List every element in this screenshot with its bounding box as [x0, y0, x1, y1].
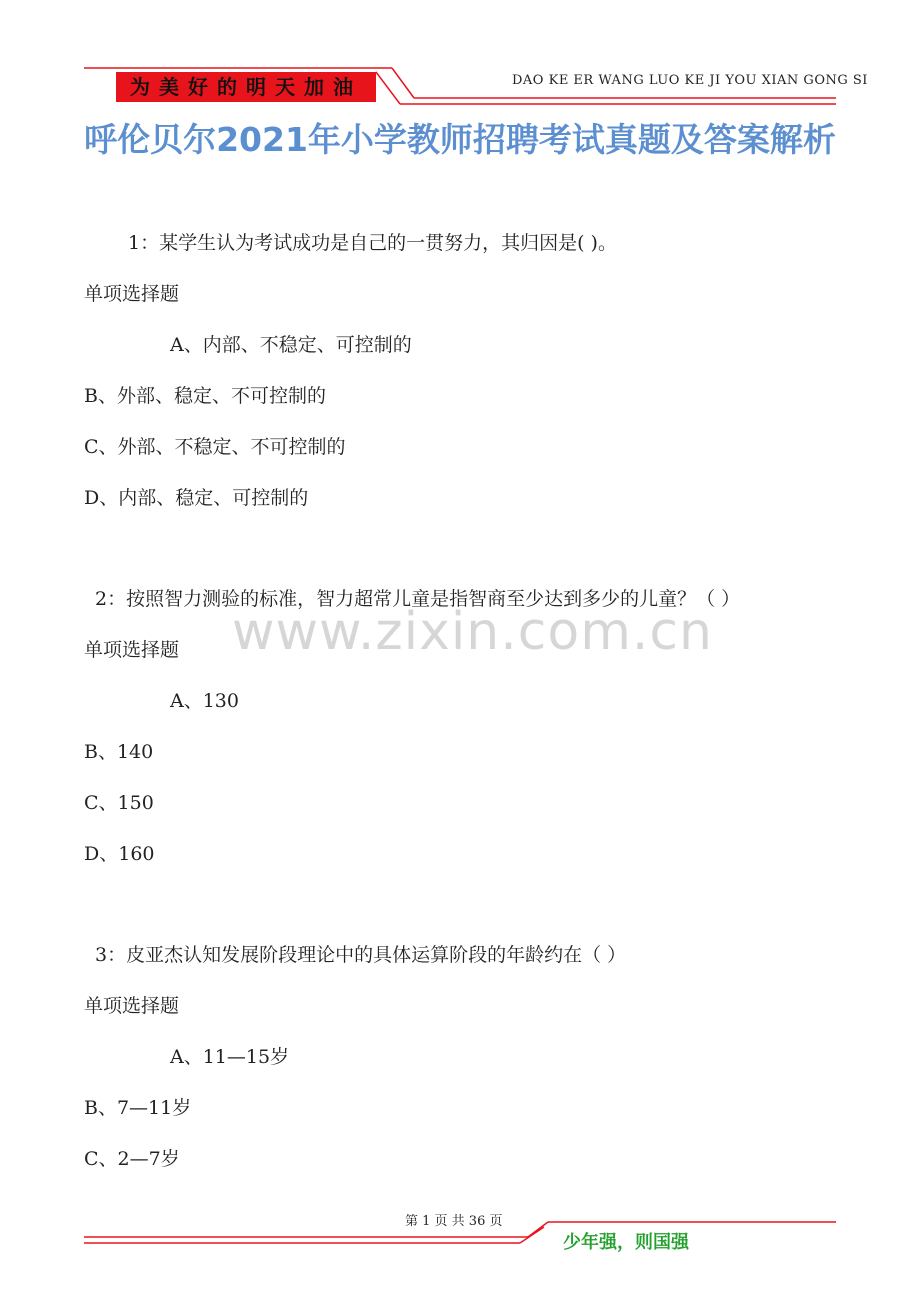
question-type: 单项选择题 [84, 283, 180, 305]
option-b: B、7—11岁 [84, 1097, 192, 1119]
option-a: A、130 [170, 690, 239, 712]
option-d: D、160 [84, 843, 155, 865]
option-d: D、内部、稳定、可控制的 [84, 487, 309, 509]
option-b: B、外部、稳定、不可控制的 [84, 385, 326, 407]
document-title: 呼伦贝尔2021年小学教师招聘考试真题及答案解析 [84, 120, 836, 159]
question-type: 单项选择题 [84, 995, 180, 1017]
question-stem: 3：皮亚杰认知发展阶段理论中的具体运算阶段的年龄约在（ ） [95, 944, 627, 966]
option-c: C、2—7岁 [84, 1148, 180, 1170]
option-c: C、外部、不稳定、不可控制的 [84, 436, 346, 458]
page-indicator: 第 1 页 共 36 页 [405, 1214, 503, 1229]
option-b: B、140 [84, 741, 154, 763]
question-type: 单项选择题 [84, 639, 180, 661]
header-company-romanized: DAO KE ER WANG LUO KE JI YOU XIAN GONG SI [512, 73, 868, 88]
option-a: A、内部、不稳定、可控制的 [170, 334, 412, 356]
footer-motto: 少年强，则国强 [563, 1232, 689, 1253]
option-c: C、150 [84, 792, 154, 814]
header-slogan: 为美好的明天加油 [116, 72, 376, 102]
question-stem: 1：某学生认为考试成功是自己的一贯努力，其归因是( )。 [128, 232, 617, 254]
watermark: www.zixin.com.cn [232, 602, 713, 662]
option-a: A、11—15岁 [170, 1046, 290, 1068]
question-stem: 2：按照智力测验的标准，智力超常儿童是指智商至少达到多少的儿童？（ ） [95, 588, 741, 610]
